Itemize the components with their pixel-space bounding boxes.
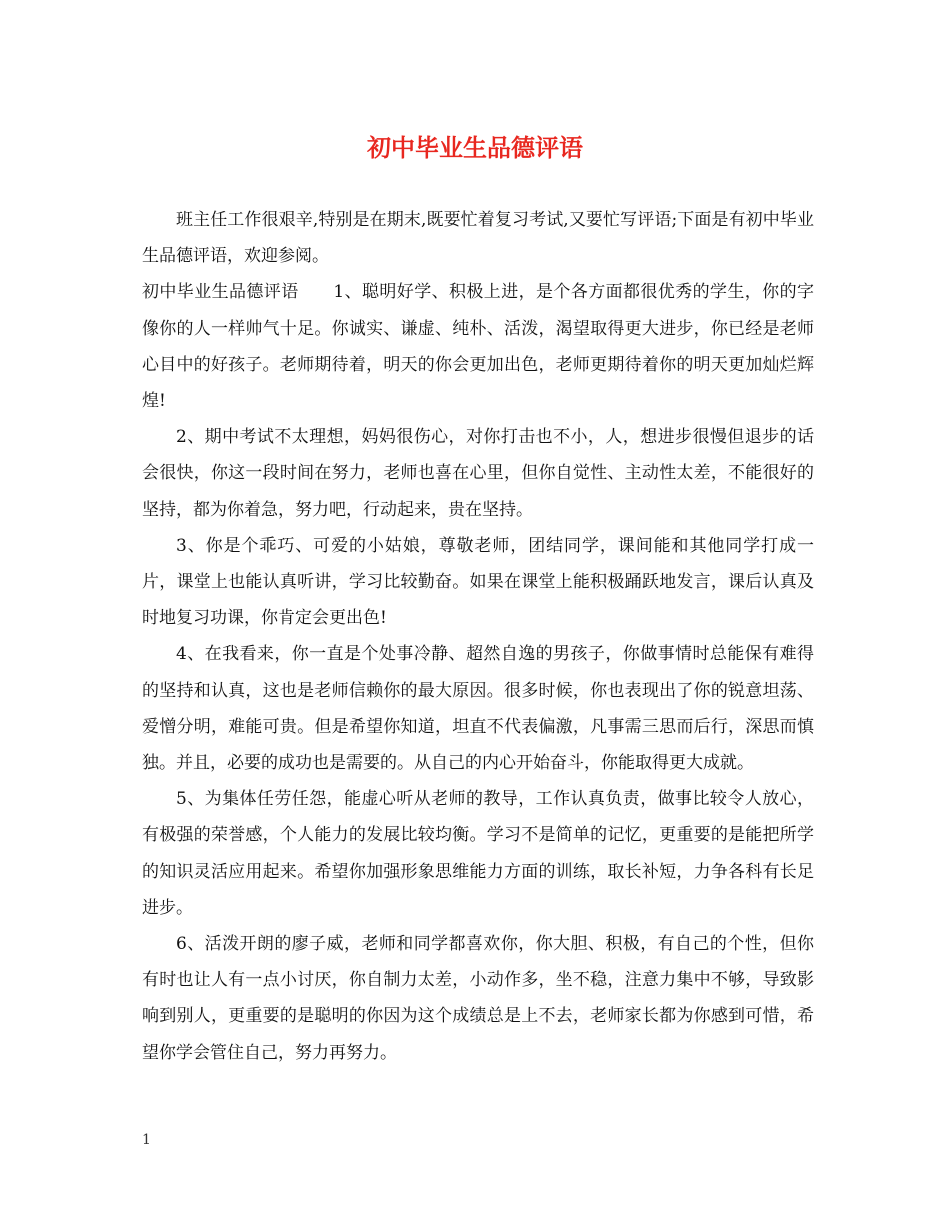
- paragraph-comment-5: 5、为集体任劳任怨，能虚心听从老师的教导，工作认真负责，做事比较令人放心，有极强的荣誉感，个人能力的发展比较均衡。学习不是简单的记忆，更重要的是能把所学的知识灵活应用起来。希望你加强形象思维能力方面的训练，取长补短，力争各科有长足进步。: [142, 789, 814, 918]
- paragraph-comment-3: 3、你是个乖巧、可爱的小姑娘，尊敬老师，团结同学，课间能和其他同学打成一片，课堂上也能认真听讲，学习比较勤奋。如果在课堂上能积极踊跃地发言，课后认真及时地复习功课，你肯定会更出色!: [142, 535, 814, 629]
- page-number: 1: [142, 1132, 151, 1148]
- paragraph-comment-4: 4、在我看来，你一直是个处事冷静、超然自逸的男孩子，你做事情时总能保有难得的坚持和认真，这也是老师信赖你的最大原因。很多时候，你也表现出了你的锐意坦荡、爱憎分明，难能可贵。但是希望你知道，坦直不代表偏激，凡事需三思而后行，深思而慎独。并且，必要的成功也是需要的。从自己的内心开始奋斗，你能取得更大成就。: [142, 644, 814, 774]
- paragraph-comment-1: 初中毕业生品德评语 1、聪明好学、积极上进，是个各方面都很优秀的学生，你的字像你的人一样帅气十足。你诚实、谦虚、纯朴、活泼，渴望取得更大进步，你已经是老师心目中的好孩子。老师期待着，明天的你会更加出色，老师更期待着你的明天更加灿烂辉煌!: [142, 282, 814, 412]
- paragraph-comment-2: 2、期中考试不太理想，妈妈很伤心，对你打击也不小，人，想进步很慢但退步的话会很快，你这一段时间在努力，老师也喜在心里，但你自觉性、主动性太差，不能很好的坚持，都为你着急，努力吧，行动起来，贵在坚持。: [142, 427, 814, 520]
- paragraph-comment-6: 6、活泼开朗的廖子威，老师和同学都喜欢你，你大胆、积极，有自己的个性，但你有时也让人有一点小讨厌，你自制力太差，小动作多，坐不稳，注意力集中不够，导致影响到别人，更重要的是聪明的你因为这个成绩总是上不去，老师家长都为你感到可惜，希望你学会管住自己，努力再努力。: [142, 934, 814, 1063]
- page-title: 初中毕业生品德评语: [367, 133, 583, 162]
- document-body: [142, 202, 814, 1071]
- paragraph-intro: 班主任工作很艰辛,特别是在期末,既要忙着复习考试,又要忙写评语;下面是有初中毕业生品德评语，欢迎参阅。: [142, 210, 814, 267]
